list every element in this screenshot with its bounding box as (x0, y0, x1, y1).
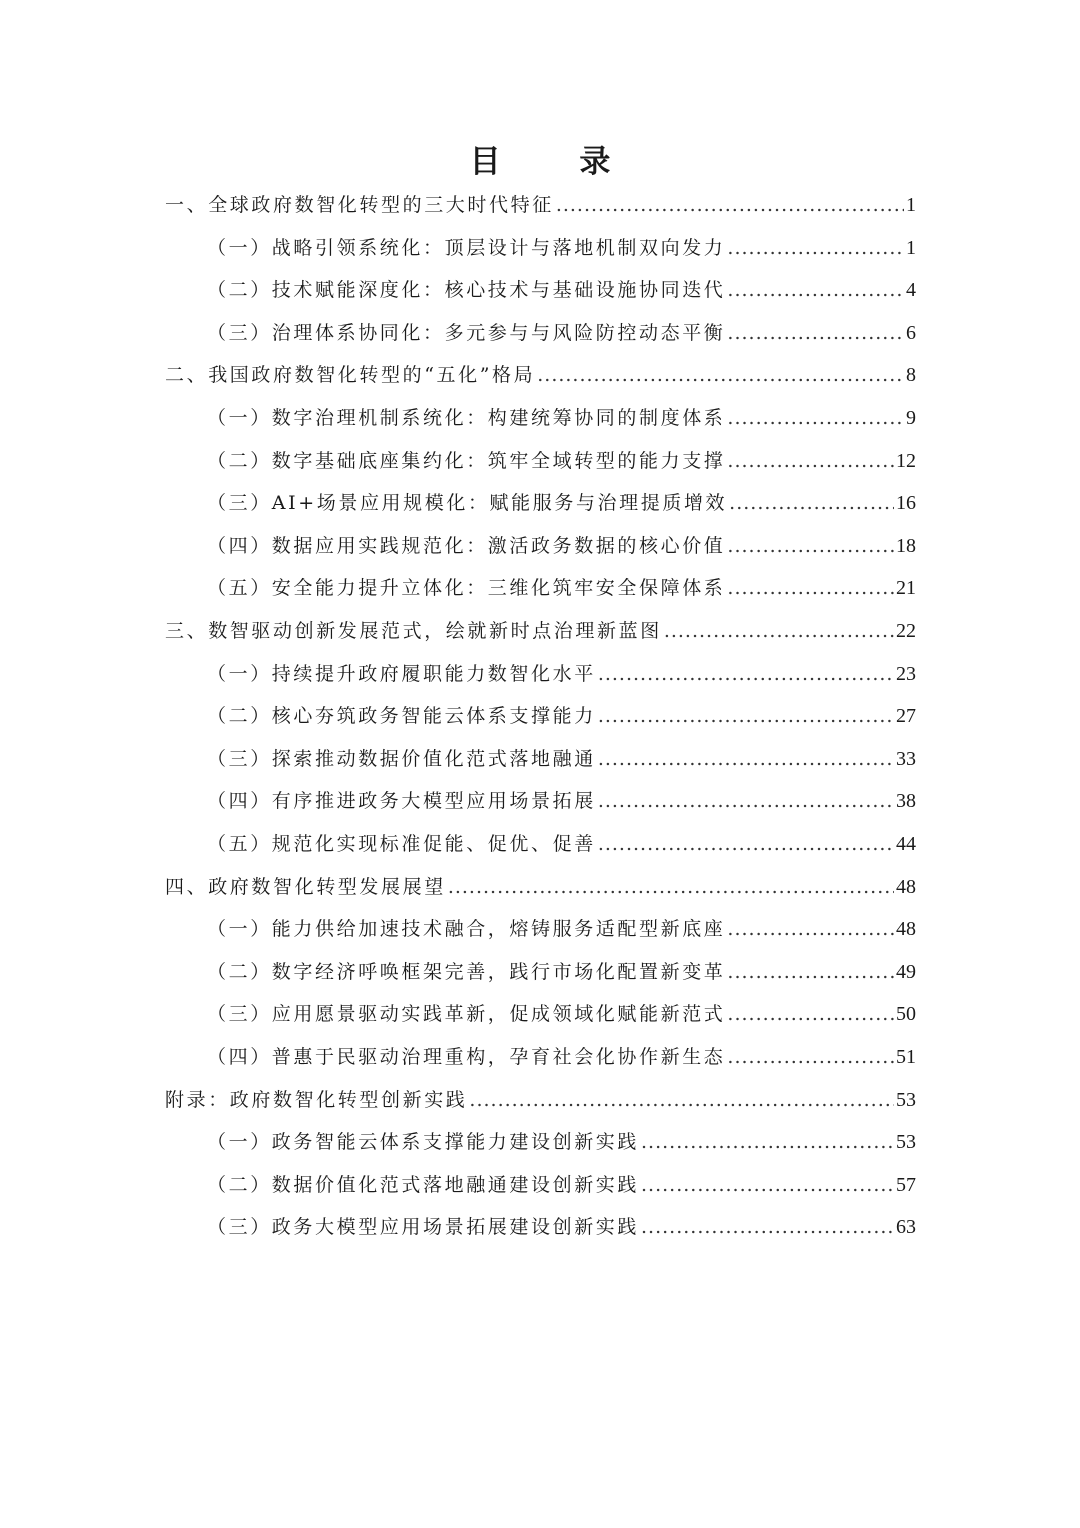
toc-page-number: 6 (906, 321, 916, 344)
toc-subsection-entry[interactable] (207, 997, 916, 1031)
toc-page-number: 1 (906, 194, 916, 216)
toc-entry-label: （二）核心夯筑政务智能云体系支撑能力 (207, 705, 596, 728)
toc-subsection-entry[interactable] (207, 316, 916, 350)
toc-entry-label: 附录：政府数智化转型创新实践 (165, 1088, 468, 1111)
toc-page-number: 51 (896, 1046, 916, 1068)
toc-section-entry[interactable] (165, 614, 916, 648)
toc-page-number: 18 (896, 534, 916, 557)
toc-page-number: 48 (896, 918, 916, 941)
toc-entry-label: （三）政务大模型应用场景拓展建设创新实践 (207, 1216, 640, 1239)
toc-dot-leader (727, 955, 894, 989)
toc-entry-label: （一）数字治理机制系统化：构建统筹协同的制度体系 (207, 407, 726, 429)
toc-dot-leader (729, 486, 894, 520)
toc-entry-label: （一）能力供给加速技术融合，熔铸服务适配型新底座 (207, 918, 726, 941)
toc-page-number: 33 (896, 747, 916, 770)
toc-entry-label: （三）治理体系协同化：多元参与与风险防控动态平衡 (207, 321, 726, 344)
toc-page-number: 57 (896, 1173, 916, 1196)
toc-page-number: 27 (896, 705, 916, 728)
toc-entry-label: （二）数字基础底座集约化：筑牢全域转型的能力支撑 (207, 449, 726, 472)
toc-page-number: 22 (896, 620, 916, 642)
toc-dot-leader (727, 529, 894, 563)
toc-dot-leader (727, 444, 894, 478)
toc-dot-leader (598, 742, 894, 776)
toc-page-number: 9 (906, 407, 916, 429)
toc-subsection-entry[interactable] (207, 486, 916, 520)
toc-entry-label: （三）AI+场景应用规模化：赋能服务与治理提质增效 (207, 492, 728, 515)
toc-subsection-entry[interactable] (207, 912, 916, 946)
toc-dot-leader (641, 1168, 894, 1202)
toc-subsection-entry[interactable] (207, 1168, 916, 1202)
toc-dot-leader (727, 401, 904, 435)
toc-entry-label: （一）持续提升政府履职能力数智化水平 (207, 662, 596, 685)
toc-dot-leader (727, 316, 904, 350)
toc-entry-label: （二）数字经济呼唤框架完善，践行市场化配置新变革 (207, 960, 726, 983)
toc-dot-leader (598, 699, 894, 733)
toc-subsection-entry[interactable] (207, 955, 916, 989)
toc-entry-label: （四）普惠于民驱动治理重构，孕育社会化协作新生态 (207, 1046, 726, 1068)
toc-subsection-entry[interactable] (207, 742, 916, 776)
toc-subsection-entry[interactable] (207, 784, 916, 818)
toc-dot-leader (598, 657, 894, 691)
toc-title: 目 录 (469, 144, 645, 180)
toc-subsection-entry[interactable] (207, 273, 916, 307)
toc-page-number: 53 (896, 1088, 916, 1111)
toc-dot-leader (727, 231, 904, 265)
toc-entry-label: （二）数据价值化范式落地融通建设创新实践 (207, 1173, 640, 1196)
toc-subsection-entry[interactable] (207, 231, 916, 265)
toc-dot-leader (641, 1210, 894, 1244)
toc-subsection-entry[interactable] (207, 657, 916, 691)
toc-section-entry[interactable] (165, 188, 916, 222)
toc-section-entry[interactable] (165, 1083, 916, 1117)
toc-entry-label: 四、政府数智化转型发展展望 (165, 875, 446, 898)
toc-entry-label: 一、全球政府数智化转型的三大时代特征 (165, 194, 554, 216)
toc-dot-leader (727, 997, 894, 1031)
toc-page-number: 38 (896, 790, 916, 813)
toc-subsection-entry[interactable] (207, 699, 916, 733)
toc-dot-leader (727, 1040, 894, 1074)
toc-entry-label: （二）技术赋能深度化：核心技术与基础设施协同迭代 (207, 279, 726, 302)
toc-dot-leader (664, 614, 894, 648)
toc-entry-label: （四）有序推进政务大模型应用场景拓展 (207, 790, 596, 813)
toc-subsection-entry[interactable] (207, 1210, 916, 1244)
toc-entry-label: （一）政务智能云体系支撑能力建设创新实践 (207, 1131, 640, 1154)
toc-page-number: 53 (896, 1131, 916, 1154)
toc-section-entry[interactable] (165, 358, 916, 392)
toc-section-entry[interactable] (165, 870, 916, 904)
toc-page-number: 21 (896, 577, 916, 600)
toc-entry-label: （四）数据应用实践规范化：激活政务数据的核心价值 (207, 534, 726, 557)
toc-dot-leader (598, 784, 894, 818)
toc-entry-label: （五）安全能力提升立体化：三维化筑牢安全保障体系 (207, 577, 726, 600)
toc-dot-leader (556, 188, 904, 222)
toc-page-number: 4 (906, 279, 916, 302)
toc-subsection-entry[interactable] (207, 1125, 916, 1159)
toc-dot-leader (727, 912, 894, 946)
toc-entry-label: 二、我国政府数智化转型的“五化”格局 (165, 364, 536, 387)
toc-dot-leader (727, 273, 904, 307)
toc-entry-label: （五）规范化实现标准促能、促优、促善 (207, 833, 596, 855)
toc-subsection-entry[interactable] (207, 444, 916, 478)
toc-page-number: 8 (906, 364, 916, 387)
toc-subsection-entry[interactable] (207, 1040, 916, 1074)
toc-page-number: 48 (896, 875, 916, 898)
toc-page-number: 44 (896, 833, 916, 855)
toc-subsection-entry[interactable] (207, 529, 916, 563)
toc-subsection-entry[interactable] (207, 827, 916, 861)
toc-dot-leader (598, 827, 894, 861)
toc-subsection-entry[interactable] (207, 571, 916, 605)
toc-page-number: 50 (896, 1003, 916, 1026)
toc-page-number: 63 (896, 1216, 916, 1239)
toc-entry-label: （一）战略引领系统化：顶层设计与落地机制双向发力 (207, 236, 726, 259)
toc-dot-leader (641, 1125, 894, 1159)
toc-subsection-entry[interactable] (207, 401, 916, 435)
toc-entry-label: 三、数智驱动创新发展范式，绘就新时点治理新蓝图 (165, 620, 662, 642)
toc-page-number: 23 (896, 662, 916, 685)
toc-page-number: 16 (896, 492, 916, 515)
toc-page-number: 1 (906, 236, 916, 259)
toc-dot-leader (727, 571, 894, 605)
toc-dot-leader (469, 1083, 894, 1117)
toc-entry-label: （三）应用愿景驱动实践革新，促成领域化赋能新范式 (207, 1003, 726, 1026)
toc-page-number: 12 (896, 449, 916, 472)
toc-dot-leader (537, 358, 904, 392)
toc-page-number: 49 (896, 960, 916, 983)
toc-entry-label: （三）探索推动数据价值化范式落地融通 (207, 747, 596, 770)
toc-dot-leader (448, 870, 894, 904)
